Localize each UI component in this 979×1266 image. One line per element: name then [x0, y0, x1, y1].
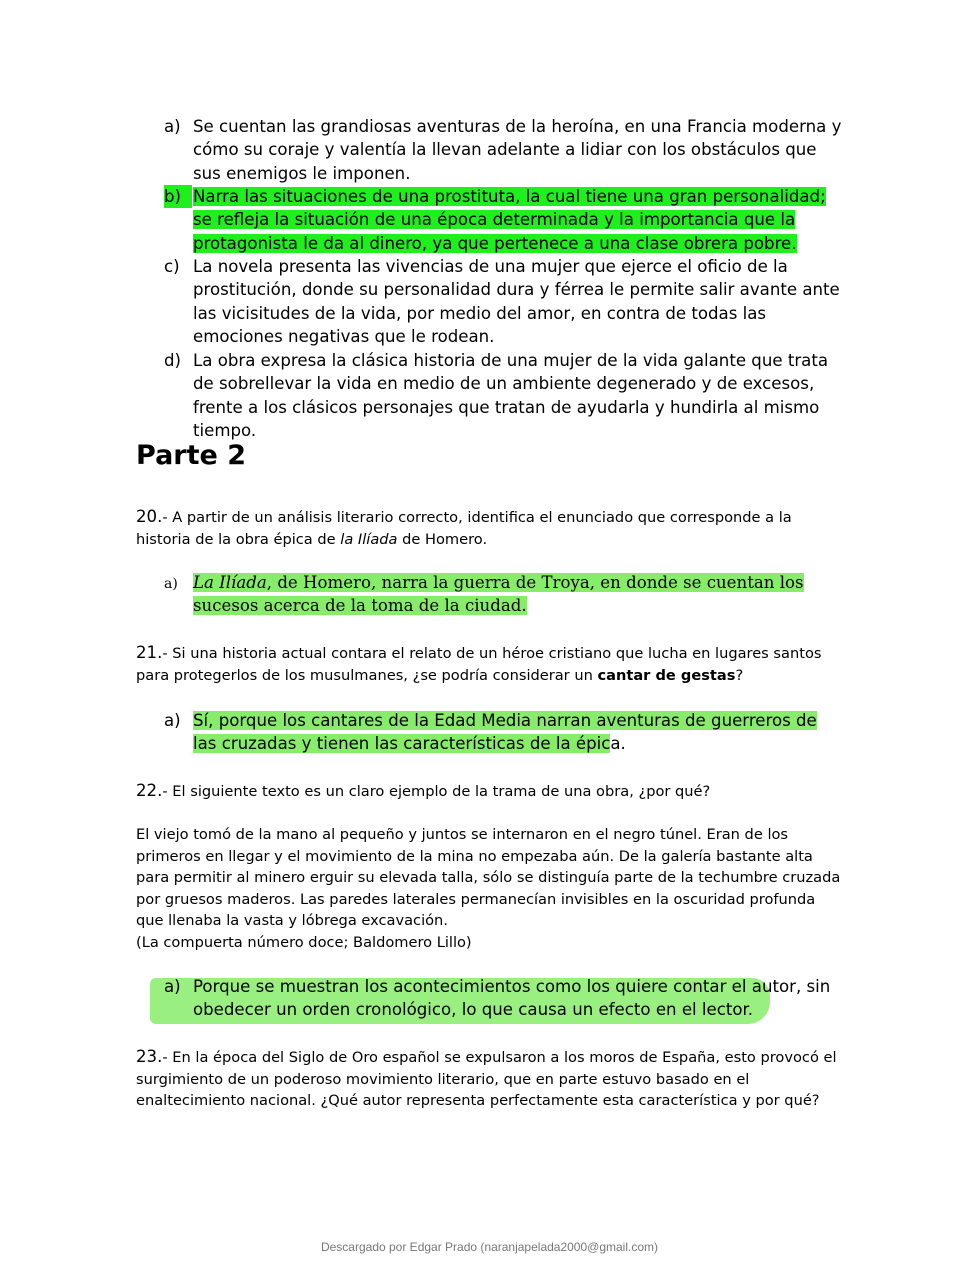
passage-citation: (La compuerta número doce; Baldomero Lillo) — [136, 933, 472, 951]
bold-term: cantar de gestas — [597, 666, 736, 684]
option-b — [164, 185, 844, 255]
question-number: 21. — [136, 643, 163, 662]
option-marker: a) — [164, 977, 181, 996]
answer-21 — [164, 709, 844, 756]
option-marker: a) — [164, 117, 181, 136]
option-text: La novela presenta las vivencias de una mujer que ejerce el oficio de la prostitución, donde su personalidad dura y férrea le permite salir avante ante las vicisitudes de la vida, por medio del amor, en contra de todas las emociones negativas que le rodean. — [193, 257, 840, 347]
option-marker: a) — [164, 711, 181, 730]
question-number: 20. — [136, 507, 163, 526]
question-20 — [136, 506, 841, 550]
question-23 — [136, 1046, 841, 1112]
option-text: Se cuentan las grandiosas aventuras de la heroína, en una Francia moderna y cómo su coraje y valentía la llevan adelante a lidiar con los obstáculos que sus enemigos le imponen. — [193, 117, 842, 183]
answer-22 — [164, 975, 844, 1022]
highlighted-answer — [193, 573, 804, 615]
question-text: - El siguiente texto es un claro ejemplo de la trama de una obra, ¿por qué? — [162, 783, 711, 800]
work-title: la Ilíada — [340, 530, 398, 548]
option-text — [193, 571, 844, 618]
quoted-passage — [136, 824, 841, 954]
answer-20 — [164, 571, 844, 618]
option-marker: a) — [164, 576, 178, 592]
option-text — [193, 709, 844, 756]
question-text-end: de Homero. — [397, 530, 488, 548]
section-title: Parte 2 — [136, 440, 247, 471]
answer-text: , de Homero, narra la guerra de Troya, en donde se cuentan los sucesos acerca de la toma de la ciudad. — [193, 573, 804, 616]
option-text — [193, 185, 844, 255]
highlighted-answer: Narra las situaciones de una prostituta, la cual tiene una gran personalidad; se refleja la situación de una época determinada y la importancia que la protagonista le da al dinero, ya que pertenece a una clase obrera pobre. — [193, 187, 826, 253]
question-text: - A partir de un análisis literario correcto, identifica el enunciado que corresponde a la historia de la obra épica de — [136, 509, 792, 548]
download-footer: Descargado por Edgar Prado (naranjapelada2000@gmail.com) — [320, 1240, 659, 1254]
option-d — [164, 349, 844, 443]
highlighted-answer: Sí, porque los cantares de la Edad Media narran aventuras de guerreros de las cruzadas y tienen las características de la épic — [193, 711, 817, 754]
answer-rest: a. — [610, 734, 626, 754]
option-text: La obra expresa la clásica historia de una mujer de la vida galante que trata de sobrellevar la vida en medio de un ambiente degenerado y de excesos, frente a los clásicos personajes que tratan de ayudarla y hundirla al mismo tiempo. — [193, 351, 829, 441]
passage-text: El viejo tomó de la mano al pequeño y juntos se internaron en el negro túnel. Eran de los primeros en llegar y el movimiento de la mina no empezaba aún. De la galería bastante alta para permitir al minero erguir su elevada talla, sólo se distinguía parte de la techumbre cruzada por gruesos maderos. Las paredes laterales permanecían invisibles en la oscuridad profunda que llenaba la vasta y lóbrega excavación. — [136, 826, 841, 930]
question-text: - Si una historia actual contara el relato de un héroe cristiano que lucha en lugares santos para protegerlos de los musulmanes, ¿se podría considerar un — [136, 645, 822, 684]
question-22 — [136, 780, 841, 803]
question-text: - En la época del Siglo de Oro español se expulsaron a los moros de España, esto provocó el surgimiento de un poderoso movimiento literario, que en parte estuvo basado en el enaltecimiento nacional. ¿Qué autor representa perfectamente esta característica y por qué? — [136, 1049, 837, 1110]
option-marker: c) — [164, 257, 180, 276]
question-21 — [136, 642, 841, 686]
option-text: Porque se muestran los acontecimientos como los quiere contar el autor, sin obedecer un orden cronológico, lo que causa un efecto en el lector. — [193, 977, 831, 1020]
question-number: 22. — [136, 781, 163, 800]
option-a — [164, 115, 844, 185]
question-text-end: ? — [735, 666, 744, 684]
question-number: 23. — [136, 1047, 163, 1066]
option-marker: b) — [164, 185, 192, 208]
option-marker: d) — [164, 351, 182, 370]
option-c — [164, 255, 844, 349]
work-title: La Ilíada — [193, 573, 267, 592]
